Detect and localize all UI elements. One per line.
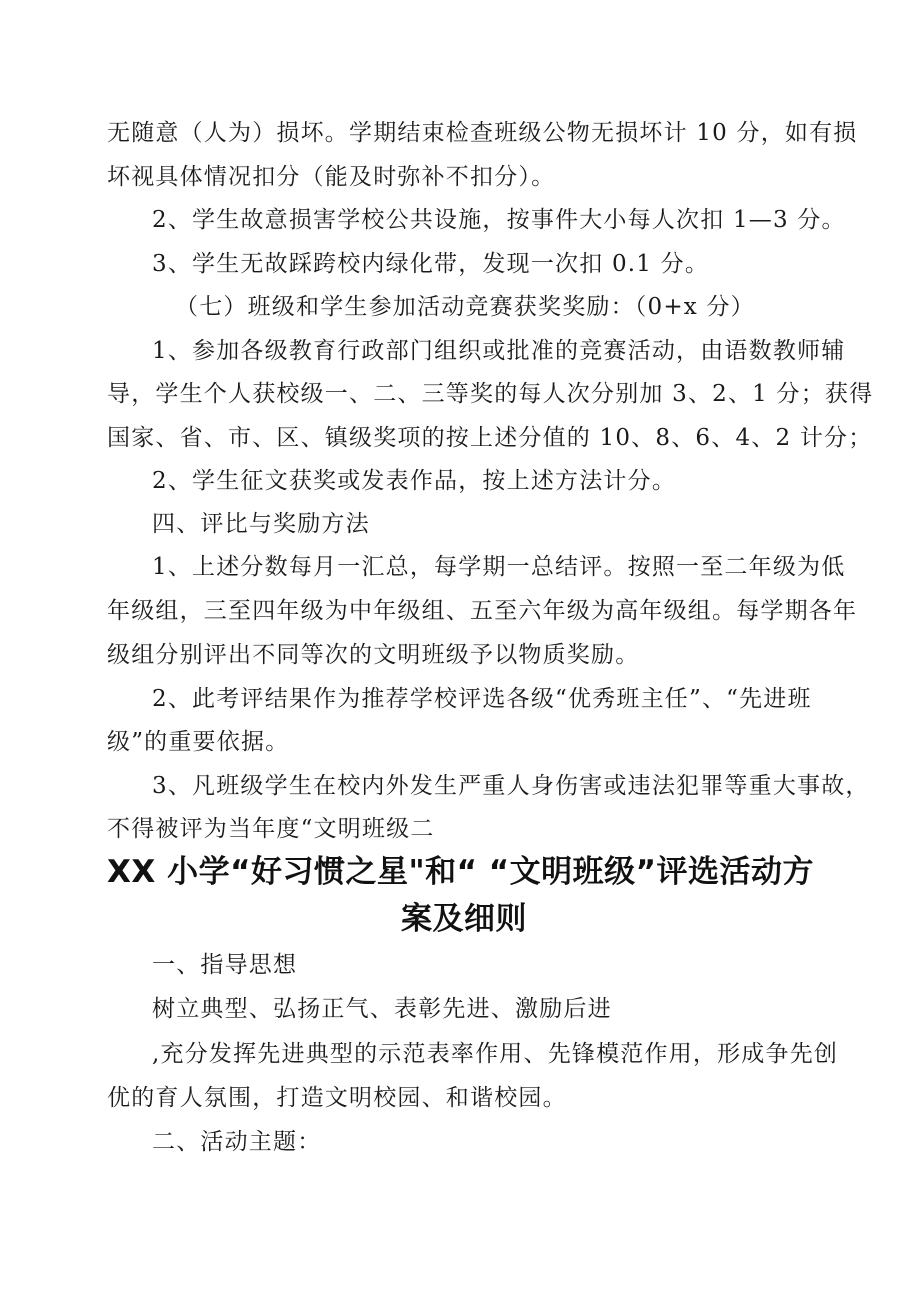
paragraph-line: 优的育人氛围，打造文明校园、和谐校园。 bbox=[107, 1085, 567, 1111]
document-title-continued: 案及细则 bbox=[401, 901, 527, 937]
paragraph-line: 2、学生征文获奖或发表作品，按上述方法计分。 bbox=[152, 468, 677, 494]
paragraph-line: 级组分别评出不同等次的文明班级予以物质奖励。 bbox=[107, 642, 640, 668]
document-title: XX 小学“好习惯之星"和“ “文明班级”评选活动方 bbox=[107, 854, 815, 890]
paragraph-line: 不得被评为当年度“文明班级二 bbox=[107, 816, 435, 842]
paragraph-line: 1、上述分数每月一汇总，每学期一总结评。按照一至二年级为低 bbox=[152, 554, 846, 580]
paragraph-line: 1、参加各级教育行政部门组织或批准的竞赛活动，由语数教师辅 bbox=[152, 338, 846, 364]
section-heading: 二、活动主题： bbox=[152, 1129, 322, 1155]
paragraph-line: 无随意（人为）损坏。学期结束检查班级公物无损坏计 10 分，如有损 bbox=[107, 120, 858, 146]
paragraph-line: 导，学生个人获校级一、二、三等奖的每人次分别加 3、2、1 分；获得 bbox=[107, 381, 874, 407]
paragraph-line: 2、此考评结果作为推荐学校评选各级“优秀班主任”、“先进班 bbox=[152, 686, 812, 712]
paragraph-line: 年级组，三至四年级为中年级组、五至六年级为高年级组。每学期各年 bbox=[107, 598, 858, 624]
section-heading: （七）班级和学生参加活动竞赛获奖奖励：（0+x 分） bbox=[175, 294, 755, 320]
paragraph-line: 坏视具体情况扣分（能及时弥补不扣分）。 bbox=[107, 164, 556, 190]
paragraph-line: ,充分发挥先进典型的示范表率作用、先锋模范作用，形成争先创 bbox=[152, 1041, 839, 1067]
paragraph-line: 国家、省、市、区、镇级奖项的按上述分值的 10、8、6、4、2 计分； bbox=[107, 425, 873, 451]
section-heading: 一、指导思想 bbox=[152, 952, 298, 978]
paragraph-line: 树立典型、弘扬正气、表彰先进、激励后进 bbox=[152, 996, 612, 1022]
section-heading: 四、评比与奖励方法 bbox=[152, 511, 370, 537]
paragraph-line: 级”的重要依据。 bbox=[107, 729, 290, 755]
paragraph-line: 3、凡班级学生在校内外发生严重人身伤害或违法犯罪等重大事故， bbox=[152, 773, 870, 799]
paragraph-line: 2、学生故意损害学校公共设施，按事件大小每人次扣 1—3 分。 bbox=[152, 207, 846, 233]
paragraph-line: 3、学生无故踩跨校内绿化带，发现一次扣 0.1 分。 bbox=[152, 251, 710, 277]
